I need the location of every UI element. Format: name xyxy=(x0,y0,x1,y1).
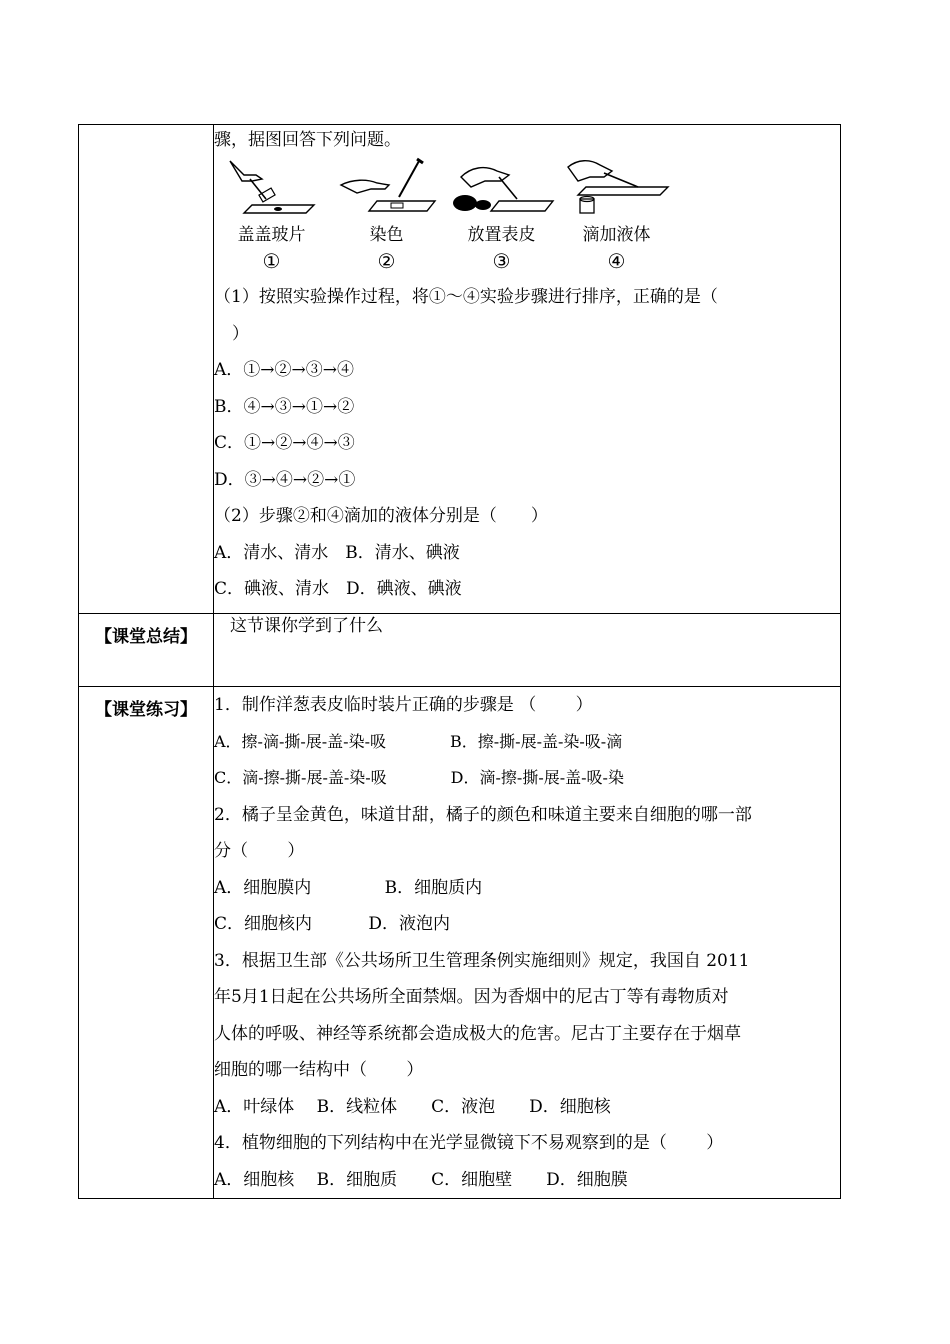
q1-option-a: A．①→②→③→④ xyxy=(214,360,355,380)
practice-line: 4．植物细胞的下列结构中在光学显微镜下不易观察到的是（ ） xyxy=(214,1133,724,1153)
practice-line: A．细胞膜内 B．细胞质内 xyxy=(214,877,483,898)
figure-4 xyxy=(559,157,674,275)
q1-option-c: C．①→②→④→③ xyxy=(214,433,355,453)
worksheet xyxy=(78,124,840,1199)
practice-line: 3．根据卫生部《公共场所卫生管理条例实施细则》规定，我国自 2011 xyxy=(214,950,750,971)
worksheet-table xyxy=(78,124,841,1199)
summary-row xyxy=(79,614,841,687)
place-epidermis-icon xyxy=(447,157,557,215)
figure-caption: 染色 xyxy=(369,225,404,245)
practice-line: 1．制作洋葱表皮临时装片正确的步骤是 （ ） xyxy=(214,695,593,715)
question-1-close: ） xyxy=(232,323,249,344)
practice-line: 细胞的哪一结构中（ ） xyxy=(214,1060,424,1080)
summary-text: 这节课你学到了什么 xyxy=(230,616,383,636)
q2-options-cd: C．碘液、清水 D．碘液、碘液 xyxy=(214,579,462,599)
experiment-cell xyxy=(214,125,841,614)
figure-number: ① xyxy=(262,249,281,273)
figure-1 xyxy=(214,157,329,275)
summary-label: 【课堂总结】 xyxy=(95,627,197,647)
figure-number: ② xyxy=(377,249,396,273)
q2-options-ab: A．清水、清水 B．清水、碘液 xyxy=(214,542,460,563)
figure-caption: 放置表皮 xyxy=(467,225,536,245)
practice-line: 年5月1日起在公共场所全面禁烟。因为香烟中的尼古丁等有毒物质对 xyxy=(214,987,729,1007)
practice-line: A．叶绿体 B．线粒体 C．液泡 D．细胞核 xyxy=(214,1096,611,1117)
summary-cell xyxy=(214,614,841,687)
practice-row xyxy=(79,687,841,1199)
figure-number: ④ xyxy=(607,249,626,273)
q1-option-d: D．③→④→②→① xyxy=(214,469,356,490)
figure-caption: 盖盖玻片 xyxy=(237,225,306,245)
q1-option-b: B．④→③→①→② xyxy=(214,396,355,417)
step-figures xyxy=(214,157,840,275)
practice-line: 分（ ） xyxy=(214,841,305,861)
intro-text: 骤，据图回答下列问题。 xyxy=(214,130,401,150)
practice-cell xyxy=(214,687,841,1199)
practice-line: A．细胞核 B．细胞质 C．细胞壁 D．细胞膜 xyxy=(214,1169,628,1190)
practice-label: 【课堂练习】 xyxy=(95,700,197,720)
stain-dropper-icon xyxy=(337,157,437,215)
practice-line: 2．橘子呈金黄色，味道甘甜，橘子的颜色和味道主要来自细胞的哪一部 xyxy=(214,804,752,825)
cover-slip-hand-icon xyxy=(222,157,322,215)
figure-2 xyxy=(329,157,444,275)
practice-label-cell xyxy=(79,687,214,1199)
question-1: （1）按照实验操作过程，将①～④实验步骤进行排序，正确的是（ xyxy=(214,287,718,307)
add-liquid-icon xyxy=(562,157,672,215)
practice-line: A．擦-滴-撕-展-盖-染-吸 B．擦-撕-展-盖-染-吸-滴 xyxy=(214,731,623,751)
practice-line: C．滴-擦-撕-展-盖-染-吸 D．滴-擦-撕-展-盖-吸-染 xyxy=(214,768,624,787)
practice-line: C．细胞核内 D．液泡内 xyxy=(214,914,451,934)
figure-3 xyxy=(444,157,559,275)
empty-label-cell xyxy=(79,125,214,614)
experiment-row xyxy=(79,125,841,614)
figure-number: ③ xyxy=(492,249,511,273)
figure-caption: 滴加液体 xyxy=(582,225,651,245)
summary-label-cell xyxy=(79,614,214,687)
practice-line: 人体的呼吸、神经等系统都会造成极大的危害。尼古丁主要存在于烟草 xyxy=(214,1023,741,1044)
question-2: （2）步骤②和④滴加的液体分别是（ ） xyxy=(214,506,548,526)
